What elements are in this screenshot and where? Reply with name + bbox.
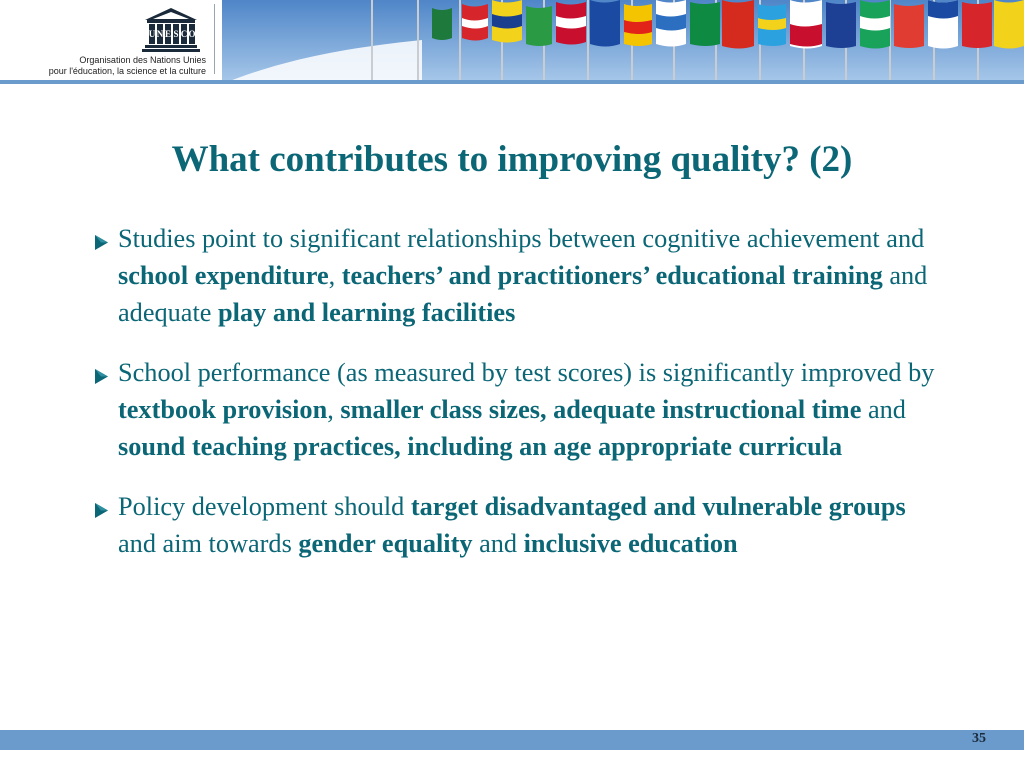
- svg-text:U: U: [148, 29, 156, 39]
- bullet-emphasis: smaller class sizes, adequate instructional time: [340, 395, 862, 424]
- bullet-emphasis: target disadvantaged and vulnerable groups: [410, 492, 906, 521]
- bullet-item: [88, 354, 948, 465]
- organisation-name-line-2: pour l'éducation, la science et la culture: [48, 66, 206, 76]
- organisation-name-line-1: Organisation des Nations Unies: [79, 55, 206, 65]
- bullet-emphasis: textbook provision: [118, 395, 328, 424]
- bullet-text-part: ,: [328, 261, 342, 290]
- svg-text:C: C: [180, 29, 188, 39]
- bullet-text-part: and: [472, 529, 524, 558]
- svg-text:S: S: [173, 29, 179, 39]
- bullet-item: [88, 220, 948, 331]
- triangle-bullet-icon: [93, 368, 110, 385]
- slide-title: What contributes to improving quality? (2): [171, 139, 853, 180]
- bullet-text-part: and: [861, 395, 906, 424]
- svg-text:E: E: [164, 29, 172, 39]
- bullet-text-part: and adequate: [118, 261, 928, 327]
- bullet-text-part: School performance (as measured by test scores) is significantly improved by: [118, 358, 935, 387]
- bullet-emphasis: sound teaching practices, including an age appropriate curricula: [118, 432, 843, 461]
- bullet-emphasis: school expenditure: [118, 261, 329, 290]
- organisation-name: [49, 55, 206, 77]
- unesco-temple-logo-icon: [141, 6, 201, 54]
- bullet-text-part: ,: [327, 395, 341, 424]
- bullet-item: [88, 488, 948, 562]
- logo-divider: [214, 4, 215, 74]
- bullet-text-part: and aim towards: [118, 529, 299, 558]
- bullet-emphasis: gender equality: [298, 529, 473, 558]
- footer-accent-stripe: [0, 730, 1024, 750]
- bullet-emphasis: inclusive education: [523, 529, 738, 558]
- svg-text:O: O: [188, 29, 196, 39]
- bullet-emphasis: teachers’ and practitioners’ educational training: [341, 261, 883, 290]
- triangle-bullet-icon: [93, 502, 110, 519]
- bullet-emphasis: play and learning facilities: [218, 298, 516, 327]
- flags-banner-image: [222, 0, 1024, 84]
- header-accent-stripe: [0, 80, 1024, 84]
- unesco-logo: [0, 0, 222, 84]
- page-number: 35: [972, 731, 986, 746]
- svg-text:N: N: [156, 29, 164, 39]
- bullet-text-part: Studies point to significant relationships between cognitive achievement and: [118, 224, 925, 253]
- bullet-list: [88, 220, 948, 585]
- slide-header: [0, 0, 1024, 84]
- bullet-text-part: Policy development should: [118, 492, 411, 521]
- triangle-bullet-icon: [93, 234, 110, 251]
